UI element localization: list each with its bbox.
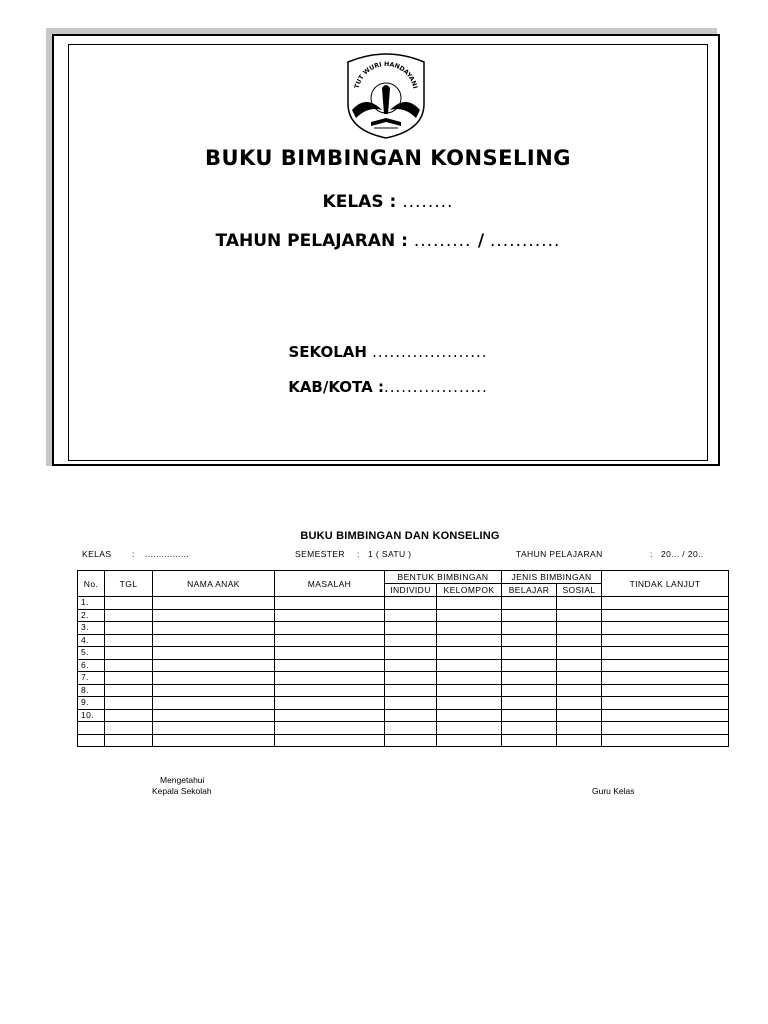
- table-row: [78, 709, 729, 722]
- table-cell[interactable]: [385, 672, 437, 685]
- table-cell[interactable]: [275, 597, 385, 610]
- table-cell[interactable]: [437, 734, 502, 747]
- header-individu: INDIVIDU: [385, 584, 437, 597]
- table-cell[interactable]: [557, 722, 602, 735]
- table-cell[interactable]: [105, 647, 153, 660]
- table-cell[interactable]: [105, 672, 153, 685]
- table-cell[interactable]: [275, 659, 385, 672]
- table-cell[interactable]: [557, 672, 602, 685]
- cover-sekolah-dots: ....................: [372, 343, 488, 361]
- table-row: [78, 622, 729, 635]
- table-cell[interactable]: [437, 722, 502, 735]
- table-cell[interactable]: [602, 647, 729, 660]
- table-cell[interactable]: [275, 709, 385, 722]
- table-cell[interactable]: [385, 622, 437, 635]
- cover-kelas-line: [68, 192, 708, 212]
- table-cell[interactable]: [105, 609, 153, 622]
- cover-tahun-label: TAHUN PELAJARAN :: [215, 231, 414, 251]
- form-title: BUKU BIMBINGAN DAN KONSELING: [300, 530, 500, 542]
- table-cell[interactable]: [105, 722, 153, 735]
- table-cell[interactable]: [602, 634, 729, 647]
- table-cell[interactable]: [602, 734, 729, 747]
- tut-wuri-handayani-emblem: [338, 52, 434, 140]
- cover-kelas-dots: ........: [402, 192, 454, 212]
- table-cell[interactable]: [385, 659, 437, 672]
- cover-tahun-dots-start: .........: [413, 231, 478, 251]
- signature-guru-kelas: Guru Kelas: [592, 786, 635, 796]
- table-cell[interactable]: [602, 709, 729, 722]
- table-cell[interactable]: [502, 722, 557, 735]
- table-cell[interactable]: [602, 609, 729, 622]
- row-number-cell: 9.: [78, 697, 105, 710]
- table-cell[interactable]: [385, 709, 437, 722]
- table-cell[interactable]: [437, 672, 502, 685]
- cover-kab-label: KAB/KOTA :: [288, 378, 384, 396]
- table-cell[interactable]: [275, 697, 385, 710]
- table-cell[interactable]: [105, 597, 153, 610]
- table-cell[interactable]: [502, 684, 557, 697]
- table-cell[interactable]: [557, 697, 602, 710]
- table-cell[interactable]: [502, 609, 557, 622]
- table-cell[interactable]: [557, 684, 602, 697]
- cover-tahun-line: [68, 231, 708, 251]
- header-belajar: BELAJAR: [502, 584, 557, 597]
- table-cell[interactable]: [437, 684, 502, 697]
- table-cell[interactable]: [502, 634, 557, 647]
- table-cell[interactable]: [153, 672, 275, 685]
- cover-tahun-slash: /: [477, 231, 490, 251]
- table-row: [78, 672, 729, 685]
- table-body: [78, 597, 729, 747]
- row-number-cell: 7.: [78, 672, 105, 685]
- table-cell[interactable]: [153, 734, 275, 747]
- table-cell[interactable]: [105, 622, 153, 635]
- table-cell[interactable]: [275, 684, 385, 697]
- table-cell[interactable]: [153, 722, 275, 735]
- cover-kab-line: [68, 378, 708, 396]
- table-cell[interactable]: [502, 734, 557, 747]
- table-cell[interactable]: [275, 722, 385, 735]
- table-row: [78, 734, 729, 747]
- table-cell[interactable]: [105, 684, 153, 697]
- row-number-cell: 8.: [78, 684, 105, 697]
- meta-semester-label: SEMESTER: [295, 549, 345, 559]
- row-number-cell: 10.: [78, 709, 105, 722]
- meta-kelas-value: ................: [145, 549, 190, 559]
- signature-mengetahui: Mengetahui: [160, 775, 205, 785]
- table-row: [78, 722, 729, 735]
- table-cell[interactable]: [385, 697, 437, 710]
- table-cell[interactable]: [385, 597, 437, 610]
- table-cell[interactable]: [105, 659, 153, 672]
- table-cell[interactable]: [275, 622, 385, 635]
- table-cell[interactable]: [385, 734, 437, 747]
- table-cell[interactable]: [502, 697, 557, 710]
- table-cell[interactable]: [602, 597, 729, 610]
- table-cell[interactable]: [437, 659, 502, 672]
- table-cell[interactable]: [385, 684, 437, 697]
- table-cell[interactable]: [105, 634, 153, 647]
- table-cell[interactable]: [275, 734, 385, 747]
- header-nama-anak: NAMA ANAK: [153, 571, 275, 597]
- table-cell[interactable]: [557, 709, 602, 722]
- row-number-cell: 6.: [78, 659, 105, 672]
- meta-tahun-value: 20... / 20..: [661, 549, 704, 559]
- meta-semester-colon: :: [357, 549, 360, 559]
- cover-tahun-dots-end: ...........: [490, 231, 561, 251]
- table-cell[interactable]: [275, 647, 385, 660]
- table-row: [78, 697, 729, 710]
- meta-kelas-label: KELAS: [82, 549, 112, 559]
- table-cell[interactable]: [153, 659, 275, 672]
- table-cell[interactable]: [502, 672, 557, 685]
- cover-sekolah-label: SEKOLAH: [288, 343, 373, 361]
- bimbingan-table: [77, 570, 729, 747]
- table-cell[interactable]: [602, 622, 729, 635]
- table-row: [78, 647, 729, 660]
- row-number-cell: [78, 722, 105, 735]
- row-number-cell: 1.: [78, 597, 105, 610]
- table-cell[interactable]: [275, 634, 385, 647]
- table-cell[interactable]: [385, 722, 437, 735]
- table-cell[interactable]: [502, 622, 557, 635]
- table-cell[interactable]: [153, 622, 275, 635]
- table-cell[interactable]: [602, 722, 729, 735]
- header-masalah: MASALAH: [275, 571, 385, 597]
- header-sosial: SOSIAL: [557, 584, 602, 597]
- table-cell[interactable]: [153, 647, 275, 660]
- table-cell[interactable]: [557, 597, 602, 610]
- table-cell[interactable]: [385, 634, 437, 647]
- table-cell[interactable]: [502, 659, 557, 672]
- table-row: [78, 634, 729, 647]
- row-number-cell: 3.: [78, 622, 105, 635]
- meta-tahun-label: TAHUN PELAJARAN: [516, 549, 603, 559]
- table-cell[interactable]: [557, 734, 602, 747]
- table-cell[interactable]: [437, 622, 502, 635]
- table-row: [78, 659, 729, 672]
- header-tindak-lanjut: TINDAK LANJUT: [602, 571, 729, 597]
- table-cell[interactable]: [557, 622, 602, 635]
- cover-kab-dots: ..................: [383, 378, 488, 396]
- table-cell[interactable]: [437, 709, 502, 722]
- row-number-cell: 2.: [78, 609, 105, 622]
- table-cell[interactable]: [437, 634, 502, 647]
- table-cell[interactable]: [557, 659, 602, 672]
- table-cell[interactable]: [602, 684, 729, 697]
- table-cell[interactable]: [105, 697, 153, 710]
- table-cell[interactable]: [385, 647, 437, 660]
- table-cell[interactable]: [602, 659, 729, 672]
- table-cell[interactable]: [437, 609, 502, 622]
- meta-tahun-colon: :: [650, 549, 653, 559]
- svg-text:TUT WURI HANDAYANI: TUT WURI HANDAYANI: [353, 60, 419, 90]
- table-cell[interactable]: [502, 709, 557, 722]
- table-cell[interactable]: [437, 647, 502, 660]
- table-cell[interactable]: [602, 697, 729, 710]
- table-cell[interactable]: [153, 684, 275, 697]
- table-cell[interactable]: [153, 609, 275, 622]
- signature-kepala-sekolah: Kepala Sekolah: [152, 786, 212, 796]
- row-number-cell: 5.: [78, 647, 105, 660]
- cover-title: BUKU BIMBINGAN KONSELING: [204, 146, 572, 170]
- table-cell[interactable]: [153, 709, 275, 722]
- table-cell[interactable]: [557, 647, 602, 660]
- meta-semester-value: 1 ( SATU ): [368, 549, 412, 559]
- header-tgl: TGL: [105, 571, 153, 597]
- table-cell[interactable]: [275, 672, 385, 685]
- table-cell[interactable]: [557, 634, 602, 647]
- table-cell[interactable]: [275, 609, 385, 622]
- header-no: No.: [78, 571, 105, 597]
- table-row: [78, 597, 729, 610]
- table-cell[interactable]: [602, 672, 729, 685]
- header-kelompok: KELOMPOK: [437, 584, 502, 597]
- cover-sekolah-line: [68, 343, 708, 361]
- table-cell[interactable]: [502, 647, 557, 660]
- table-cell[interactable]: [385, 609, 437, 622]
- meta-kelas-colon: :: [132, 549, 135, 559]
- row-number-cell: 4.: [78, 634, 105, 647]
- table-row: [78, 684, 729, 697]
- header-bentuk-bimbingan: BENTUK BIMBINGAN: [385, 571, 502, 584]
- header-jenis-bimbingan: JENIS BIMBINGAN: [502, 571, 602, 584]
- table-cell[interactable]: [153, 697, 275, 710]
- table-cell[interactable]: [105, 734, 153, 747]
- table-cell[interactable]: [437, 697, 502, 710]
- cover-kelas-label: KELAS :: [322, 192, 403, 212]
- table-cell[interactable]: [437, 597, 502, 610]
- table-cell[interactable]: [153, 597, 275, 610]
- row-number-cell: [78, 734, 105, 747]
- table-cell[interactable]: [105, 709, 153, 722]
- table-cell[interactable]: [153, 634, 275, 647]
- table-cell[interactable]: [557, 609, 602, 622]
- table-cell[interactable]: [502, 597, 557, 610]
- table-row: [78, 609, 729, 622]
